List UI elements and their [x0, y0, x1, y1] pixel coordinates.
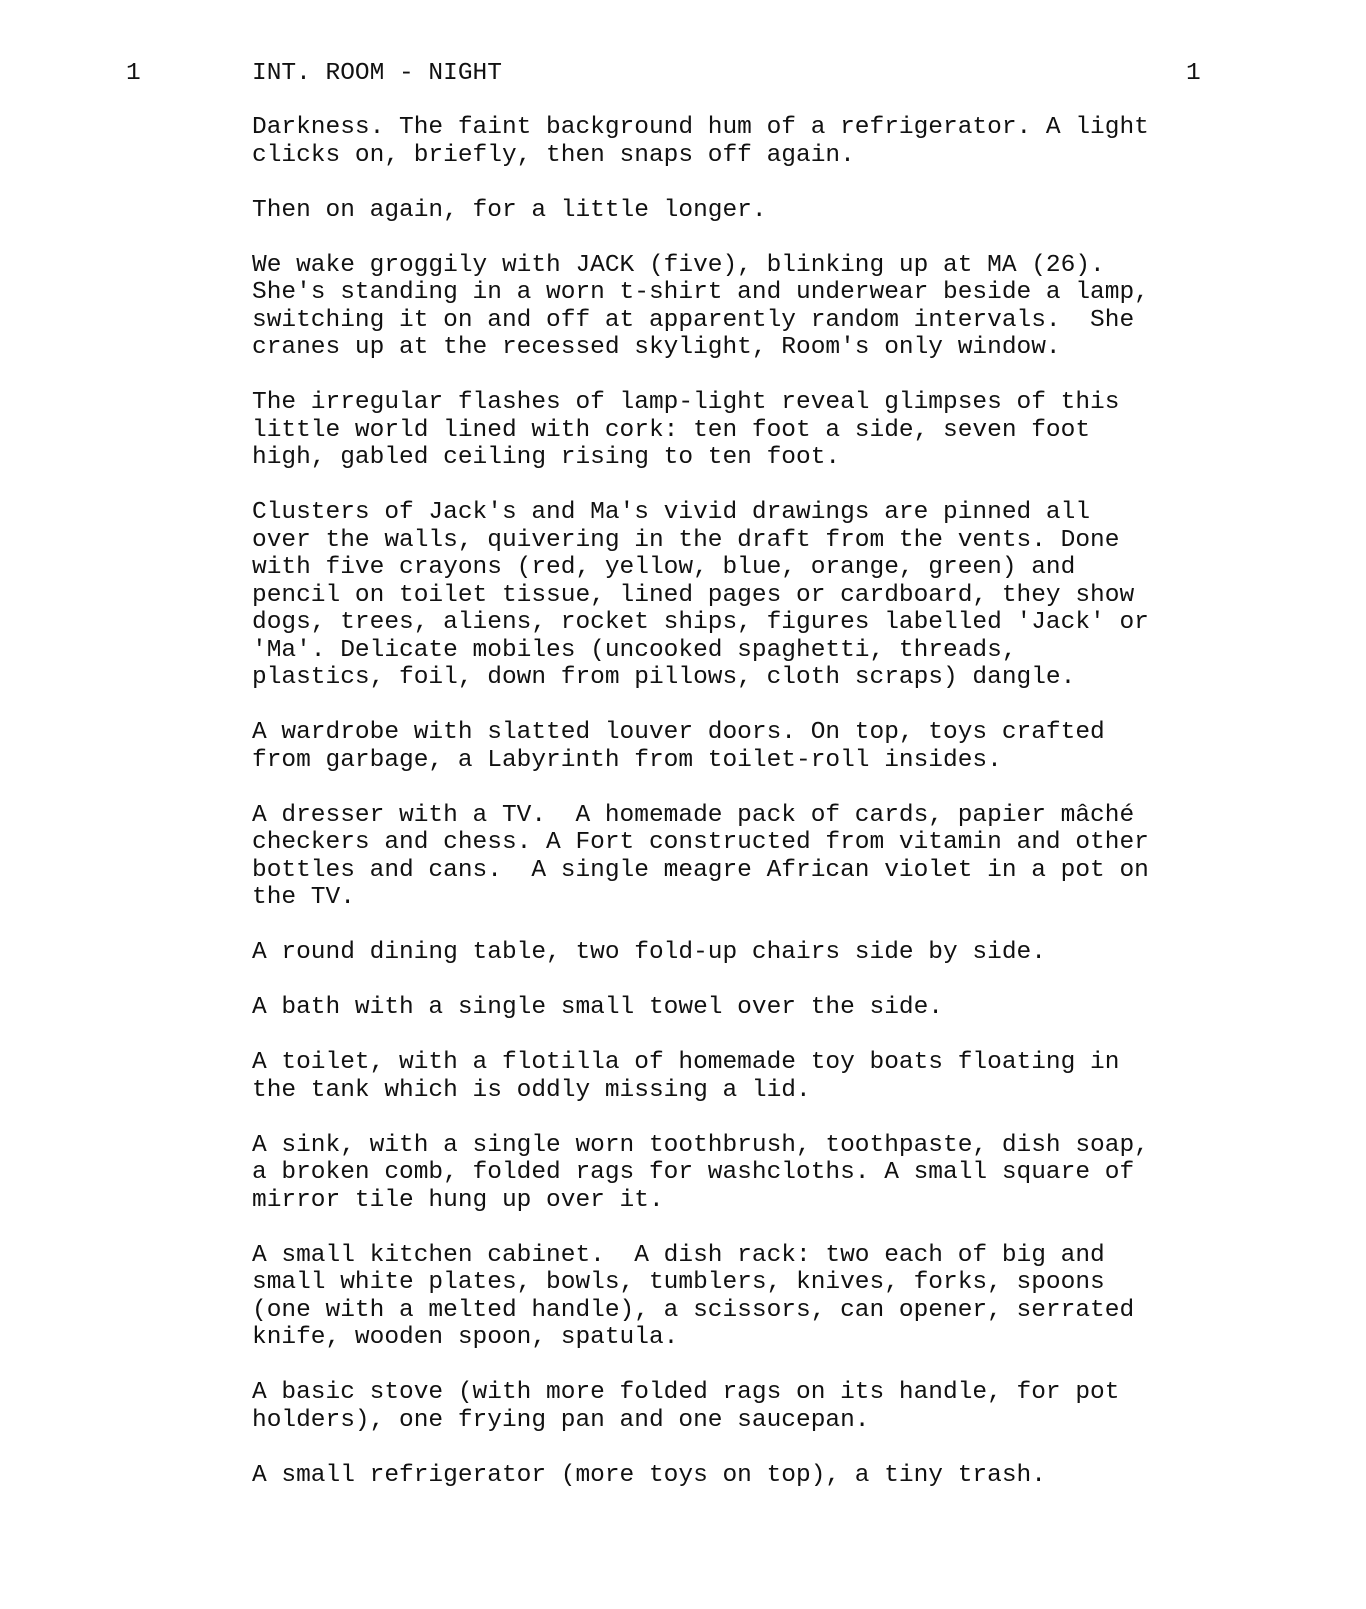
scene-heading: INT. ROOM - NIGHT: [252, 60, 502, 87]
action-line: A wardrobe with slatted louver doors. On top, toys crafted: [252, 719, 1105, 746]
action-line: with five crayons (red, yellow, blue, orange, green) and: [252, 554, 1076, 581]
action-line: 'Ma'. Delicate mobiles (uncooked spaghetti, threads,: [252, 636, 1017, 664]
action-paragraph: [252, 939, 1252, 967]
action-line: mirror tile hung up over it.: [252, 1186, 664, 1214]
action-line: A dresser with a TV. A homemade pack of cards, papier mâché: [252, 801, 1135, 829]
action-line: Darkness. The faint background hum of a refrigerator. A light: [252, 114, 1149, 141]
action-line: a broken comb, folded rags for washcloths. A small square of: [252, 1159, 1135, 1186]
action-line: high, gabled ceiling rising to ten foot.: [252, 444, 841, 471]
action-line: bottles and cans. A single meagre African violet in a pot on: [252, 856, 1149, 884]
action-line: Then on again, for a little longer.: [252, 196, 767, 224]
action-line: We wake groggily with JACK (five), blinking up at MA (26).: [252, 251, 1105, 279]
action-line: plastics, foil, down from pillows, cloth scraps) dangle.: [252, 664, 1076, 691]
action-line: clicks on, briefly, then snaps off again.: [252, 141, 855, 169]
action-line: A basic stove (with more folded rags on its handle, for pot: [252, 1379, 1120, 1406]
action-paragraph: [252, 1132, 1252, 1215]
action-line: Clusters of Jack's and Ma's vivid drawings are pinned all: [252, 499, 1091, 526]
action-line: the TV.: [252, 884, 355, 911]
action-line: pencil on toilet tissue, lined pages or cardboard, they show: [252, 581, 1135, 609]
action-paragraph: [252, 994, 1252, 1022]
action-paragraph: [252, 499, 1252, 692]
action-line: from garbage, a Labyrinth from toilet-roll insides.: [252, 746, 1002, 774]
action-paragraph: [252, 114, 1252, 169]
action-paragraph: [252, 719, 1252, 774]
action-line: She's standing in a worn t-shirt and underwear beside a lamp,: [252, 279, 1149, 306]
action-line: A sink, with a single worn toothbrush, toothpaste, dish soap,: [252, 1131, 1149, 1159]
action-line: cranes up at the recessed skylight, Room's only window.: [252, 334, 1061, 361]
action-line: A small refrigerator (more toys on top), a tiny trash.: [252, 1461, 1046, 1489]
action-line: small white plates, bowls, tumblers, knives, forks, spoons: [252, 1269, 1105, 1296]
action-line: little world lined with cork: ten foot a side, seven foot: [252, 416, 1091, 444]
action-line: over the walls, quivering in the draft from the vents. Done: [252, 526, 1120, 554]
action-line: checkers and chess. A Fort constructed from vitamin and other: [252, 829, 1149, 856]
action-paragraph: [252, 197, 1252, 225]
action-line: switching it on and off at apparently random intervals. She: [252, 306, 1135, 334]
action-paragraph: [252, 1242, 1252, 1352]
action-paragraph: [252, 252, 1252, 362]
action-block: [252, 114, 1252, 1517]
action-line: A round dining table, two fold-up chairs side by side.: [252, 939, 1046, 966]
action-paragraph: [252, 389, 1252, 472]
action-paragraph: [252, 802, 1252, 912]
action-line: A bath with a single small towel over the side.: [252, 994, 944, 1021]
action-line: (one with a melted handle), a scissors, can opener, serrated: [252, 1296, 1135, 1324]
action-line: dogs, trees, aliens, rocket ships, figures labelled 'Jack' or: [252, 609, 1149, 636]
action-paragraph: [252, 1462, 1252, 1490]
action-line: knife, wooden spoon, spatula.: [252, 1324, 679, 1351]
action-line: the tank which is oddly missing a lid.: [252, 1076, 811, 1104]
scene-number-left: 1: [126, 60, 141, 87]
action-line: A small kitchen cabinet. A dish rack: two each of big and: [252, 1241, 1105, 1269]
scene-number-right: 1: [1186, 60, 1201, 87]
action-line: holders), one frying pan and one saucepan.: [252, 1406, 870, 1434]
action-line: A toilet, with a flotilla of homemade toy boats floating in: [252, 1049, 1120, 1076]
action-paragraph: [252, 1379, 1252, 1434]
action-paragraph: [252, 1049, 1252, 1104]
action-line: The irregular flashes of lamp-light reveal glimpses of this: [252, 389, 1120, 416]
